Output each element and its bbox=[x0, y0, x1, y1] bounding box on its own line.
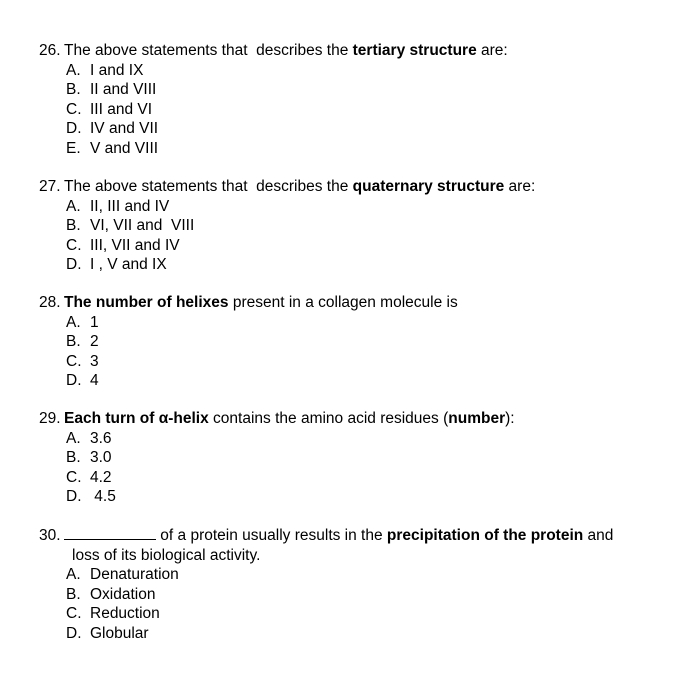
option-b[interactable] bbox=[39, 448, 679, 468]
question-29 bbox=[39, 409, 679, 507]
option-text: 4.2 bbox=[90, 468, 112, 486]
option-text: V and VIII bbox=[90, 139, 159, 157]
option-text: 1 bbox=[90, 313, 99, 331]
stem-text: and bbox=[583, 527, 614, 544]
option-letter: B. bbox=[66, 333, 81, 350]
question-number: 27. bbox=[39, 178, 61, 195]
option-a[interactable] bbox=[39, 313, 679, 333]
option-d[interactable] bbox=[39, 119, 679, 139]
question-number: 28. bbox=[39, 294, 61, 311]
option-b[interactable] bbox=[39, 332, 679, 352]
option-letter: A. bbox=[66, 566, 81, 583]
stem-text: ): bbox=[505, 410, 515, 427]
option-text: Oxidation bbox=[90, 585, 156, 603]
options-list bbox=[39, 429, 679, 507]
option-letter: B. bbox=[66, 585, 81, 603]
stem-text: The above statements that describes the bbox=[64, 178, 353, 195]
option-text: 2 bbox=[90, 333, 99, 350]
option-c[interactable] bbox=[39, 468, 679, 488]
option-letter: B. bbox=[66, 449, 81, 466]
stem-text: of a protein usually results in the bbox=[156, 527, 387, 544]
option-text: Globular bbox=[90, 624, 149, 642]
option-b[interactable] bbox=[39, 80, 679, 100]
option-text: II, III and IV bbox=[90, 197, 170, 215]
option-c[interactable] bbox=[39, 236, 679, 256]
question-number: 30. bbox=[39, 527, 61, 544]
option-b[interactable] bbox=[39, 585, 679, 605]
option-text: I and IX bbox=[90, 61, 144, 79]
option-a[interactable] bbox=[39, 565, 679, 585]
option-letter: D. bbox=[66, 120, 82, 137]
option-letter: C. bbox=[66, 352, 82, 370]
option-letter: A. bbox=[66, 197, 81, 215]
option-text: II and VIII bbox=[90, 81, 157, 98]
option-letter: D. bbox=[66, 256, 82, 273]
option-text: 3.6 bbox=[90, 429, 112, 447]
option-letter: A. bbox=[66, 429, 81, 447]
option-text: III and VI bbox=[90, 100, 153, 118]
stem-text: contains the amino acid residues ( bbox=[208, 410, 449, 427]
question-26 bbox=[39, 41, 679, 158]
question-30 bbox=[39, 526, 679, 643]
stem-text: are: bbox=[504, 178, 536, 195]
option-text: 4.5 bbox=[90, 488, 116, 505]
stem-emphasis: tertiary structure bbox=[352, 42, 477, 59]
option-letter: C. bbox=[66, 605, 82, 622]
option-letter: A. bbox=[66, 313, 81, 331]
stem-text: are: bbox=[476, 42, 508, 59]
question-number: 29. bbox=[39, 410, 61, 427]
stem-emphasis: Each turn of α-helix bbox=[64, 410, 209, 427]
answer-blank bbox=[64, 526, 156, 540]
option-letter: E. bbox=[66, 139, 81, 157]
stem-text: present in a collagen molecule is bbox=[228, 294, 458, 311]
option-c[interactable] bbox=[39, 100, 679, 120]
option-e[interactable] bbox=[39, 139, 679, 159]
option-letter: D. bbox=[66, 488, 82, 505]
option-letter: A. bbox=[66, 61, 81, 79]
option-d[interactable] bbox=[39, 371, 679, 391]
option-d[interactable] bbox=[39, 487, 679, 507]
option-d[interactable] bbox=[39, 255, 679, 275]
option-letter: B. bbox=[66, 217, 81, 234]
question-stem bbox=[39, 409, 679, 429]
option-d[interactable] bbox=[39, 624, 679, 644]
option-a[interactable] bbox=[39, 61, 679, 81]
option-a[interactable] bbox=[39, 429, 679, 449]
option-text: IV and VII bbox=[90, 120, 159, 137]
option-text: 3 bbox=[90, 352, 99, 370]
option-a[interactable] bbox=[39, 197, 679, 217]
stem-text: The above statements that describes the bbox=[64, 42, 353, 59]
option-letter: C. bbox=[66, 468, 82, 486]
option-text: 4 bbox=[90, 372, 99, 389]
question-number: 26. bbox=[39, 42, 61, 59]
question-stem bbox=[39, 526, 679, 546]
option-text: III, VII and IV bbox=[90, 236, 180, 254]
option-letter: C. bbox=[66, 236, 82, 254]
option-text: 3.0 bbox=[90, 449, 112, 466]
option-text: VI, VII and VIII bbox=[90, 217, 195, 234]
option-c[interactable] bbox=[39, 352, 679, 372]
options-list bbox=[39, 197, 679, 275]
stem-emphasis: precipitation of the protein bbox=[386, 527, 584, 544]
option-text: Reduction bbox=[90, 605, 160, 622]
stem-emphasis: number bbox=[448, 410, 506, 427]
question-stem-continuation: loss of its biological activity. bbox=[72, 546, 261, 564]
option-text: Denaturation bbox=[90, 566, 179, 583]
question-stem bbox=[39, 293, 679, 313]
stem-emphasis: quaternary structure bbox=[352, 178, 505, 195]
option-c[interactable] bbox=[39, 604, 679, 624]
question-stem bbox=[39, 177, 679, 197]
question-28 bbox=[39, 293, 679, 391]
option-letter: D. bbox=[66, 372, 82, 389]
option-letter: B. bbox=[66, 81, 81, 98]
option-letter: D. bbox=[66, 624, 82, 642]
question-27 bbox=[39, 177, 679, 275]
option-text: I , V and IX bbox=[90, 256, 167, 273]
options-list bbox=[39, 61, 679, 159]
option-b[interactable] bbox=[39, 216, 679, 236]
question-stem bbox=[39, 41, 679, 61]
options-list bbox=[39, 565, 679, 643]
stem-emphasis: The number of helixes bbox=[64, 294, 229, 311]
options-list bbox=[39, 313, 679, 391]
option-letter: C. bbox=[66, 100, 82, 118]
